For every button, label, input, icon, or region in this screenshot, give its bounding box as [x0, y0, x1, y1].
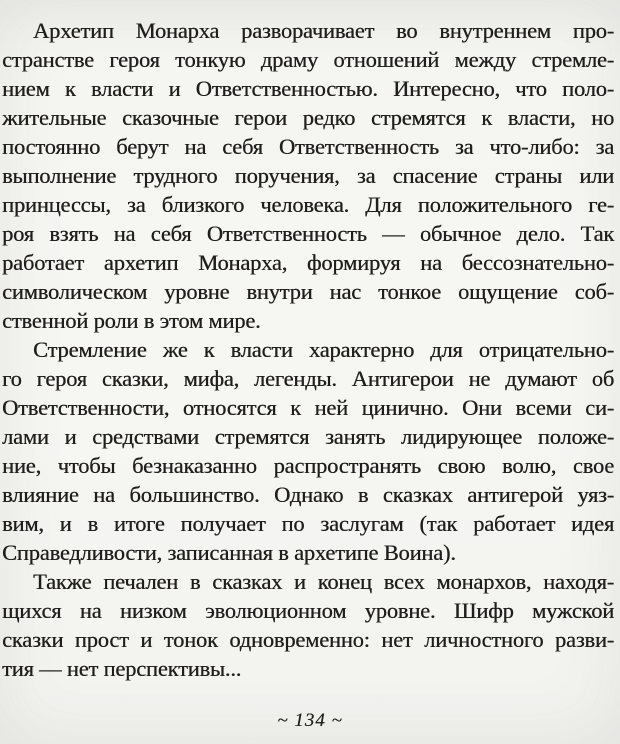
text-line: Ответственности, относятся к ней цинично. Они всеми си- [2, 395, 614, 420]
text-line: Архетип Монарха разворачивает во внутреннем про- [33, 18, 614, 43]
text-line: влияние на большинство. Однако в сказках антигерой уяз- [2, 482, 614, 507]
text-line: Стремление же к власти характерно для отрицательно- [33, 337, 614, 362]
text-line: го героя сказки, мифа, легенды. Антигерои не думают об [2, 366, 614, 391]
text-line: нием к власти и Ответственностью. Интересно, что поло- [2, 76, 614, 101]
page-text [2, 16, 614, 683]
text-line: выполнение трудного поручения, за спасение страны или [2, 163, 614, 188]
text-line: постоянно берут на себя Ответственность за что-либо: за [2, 134, 614, 159]
text-line: странстве героя тонкую драму отношений между стремле- [2, 47, 614, 72]
text-line: жительные сказочные герои редко стремятся к власти, но [2, 105, 614, 130]
text-line: ние, чтобы безнаказанно распространять свою волю, свое [2, 453, 614, 478]
text-line: Также печален в сказках и конец всех монархов, находя- [33, 569, 614, 594]
text-line: вим, и в итоге получает по заслугам (так работает идея [2, 511, 614, 536]
text-line: тия — нет перспективы... [2, 656, 242, 681]
text-line: работает архетип Монарха, формируя на бессознательно- [2, 250, 614, 275]
text-line: щихся на низком эволюционном уровне. Шифр мужской [2, 598, 614, 623]
page-number: ~ 134 ~ [277, 710, 343, 731]
text-line: лами и средствами стремятся занять лидирующее положе- [2, 424, 614, 449]
text-line: ственной роли в этом мире. [2, 308, 261, 333]
paragraph-2 [2, 335, 614, 567]
text-line: сказки прост и тонок одновременно: нет личностного разви- [2, 627, 614, 652]
paragraph-1 [2, 16, 614, 335]
paragraph-3 [2, 567, 614, 683]
text-line: Справедливости, записанная в архетипе Воина). [2, 540, 456, 565]
text-line: символическом уровне внутри нас тонкое ощущение соб- [2, 279, 614, 304]
text-line: роя взять на себя Ответственность — обычное дело. Так [2, 221, 614, 246]
text-line: принцессы, за близкого человека. Для положительного ге- [2, 192, 614, 217]
